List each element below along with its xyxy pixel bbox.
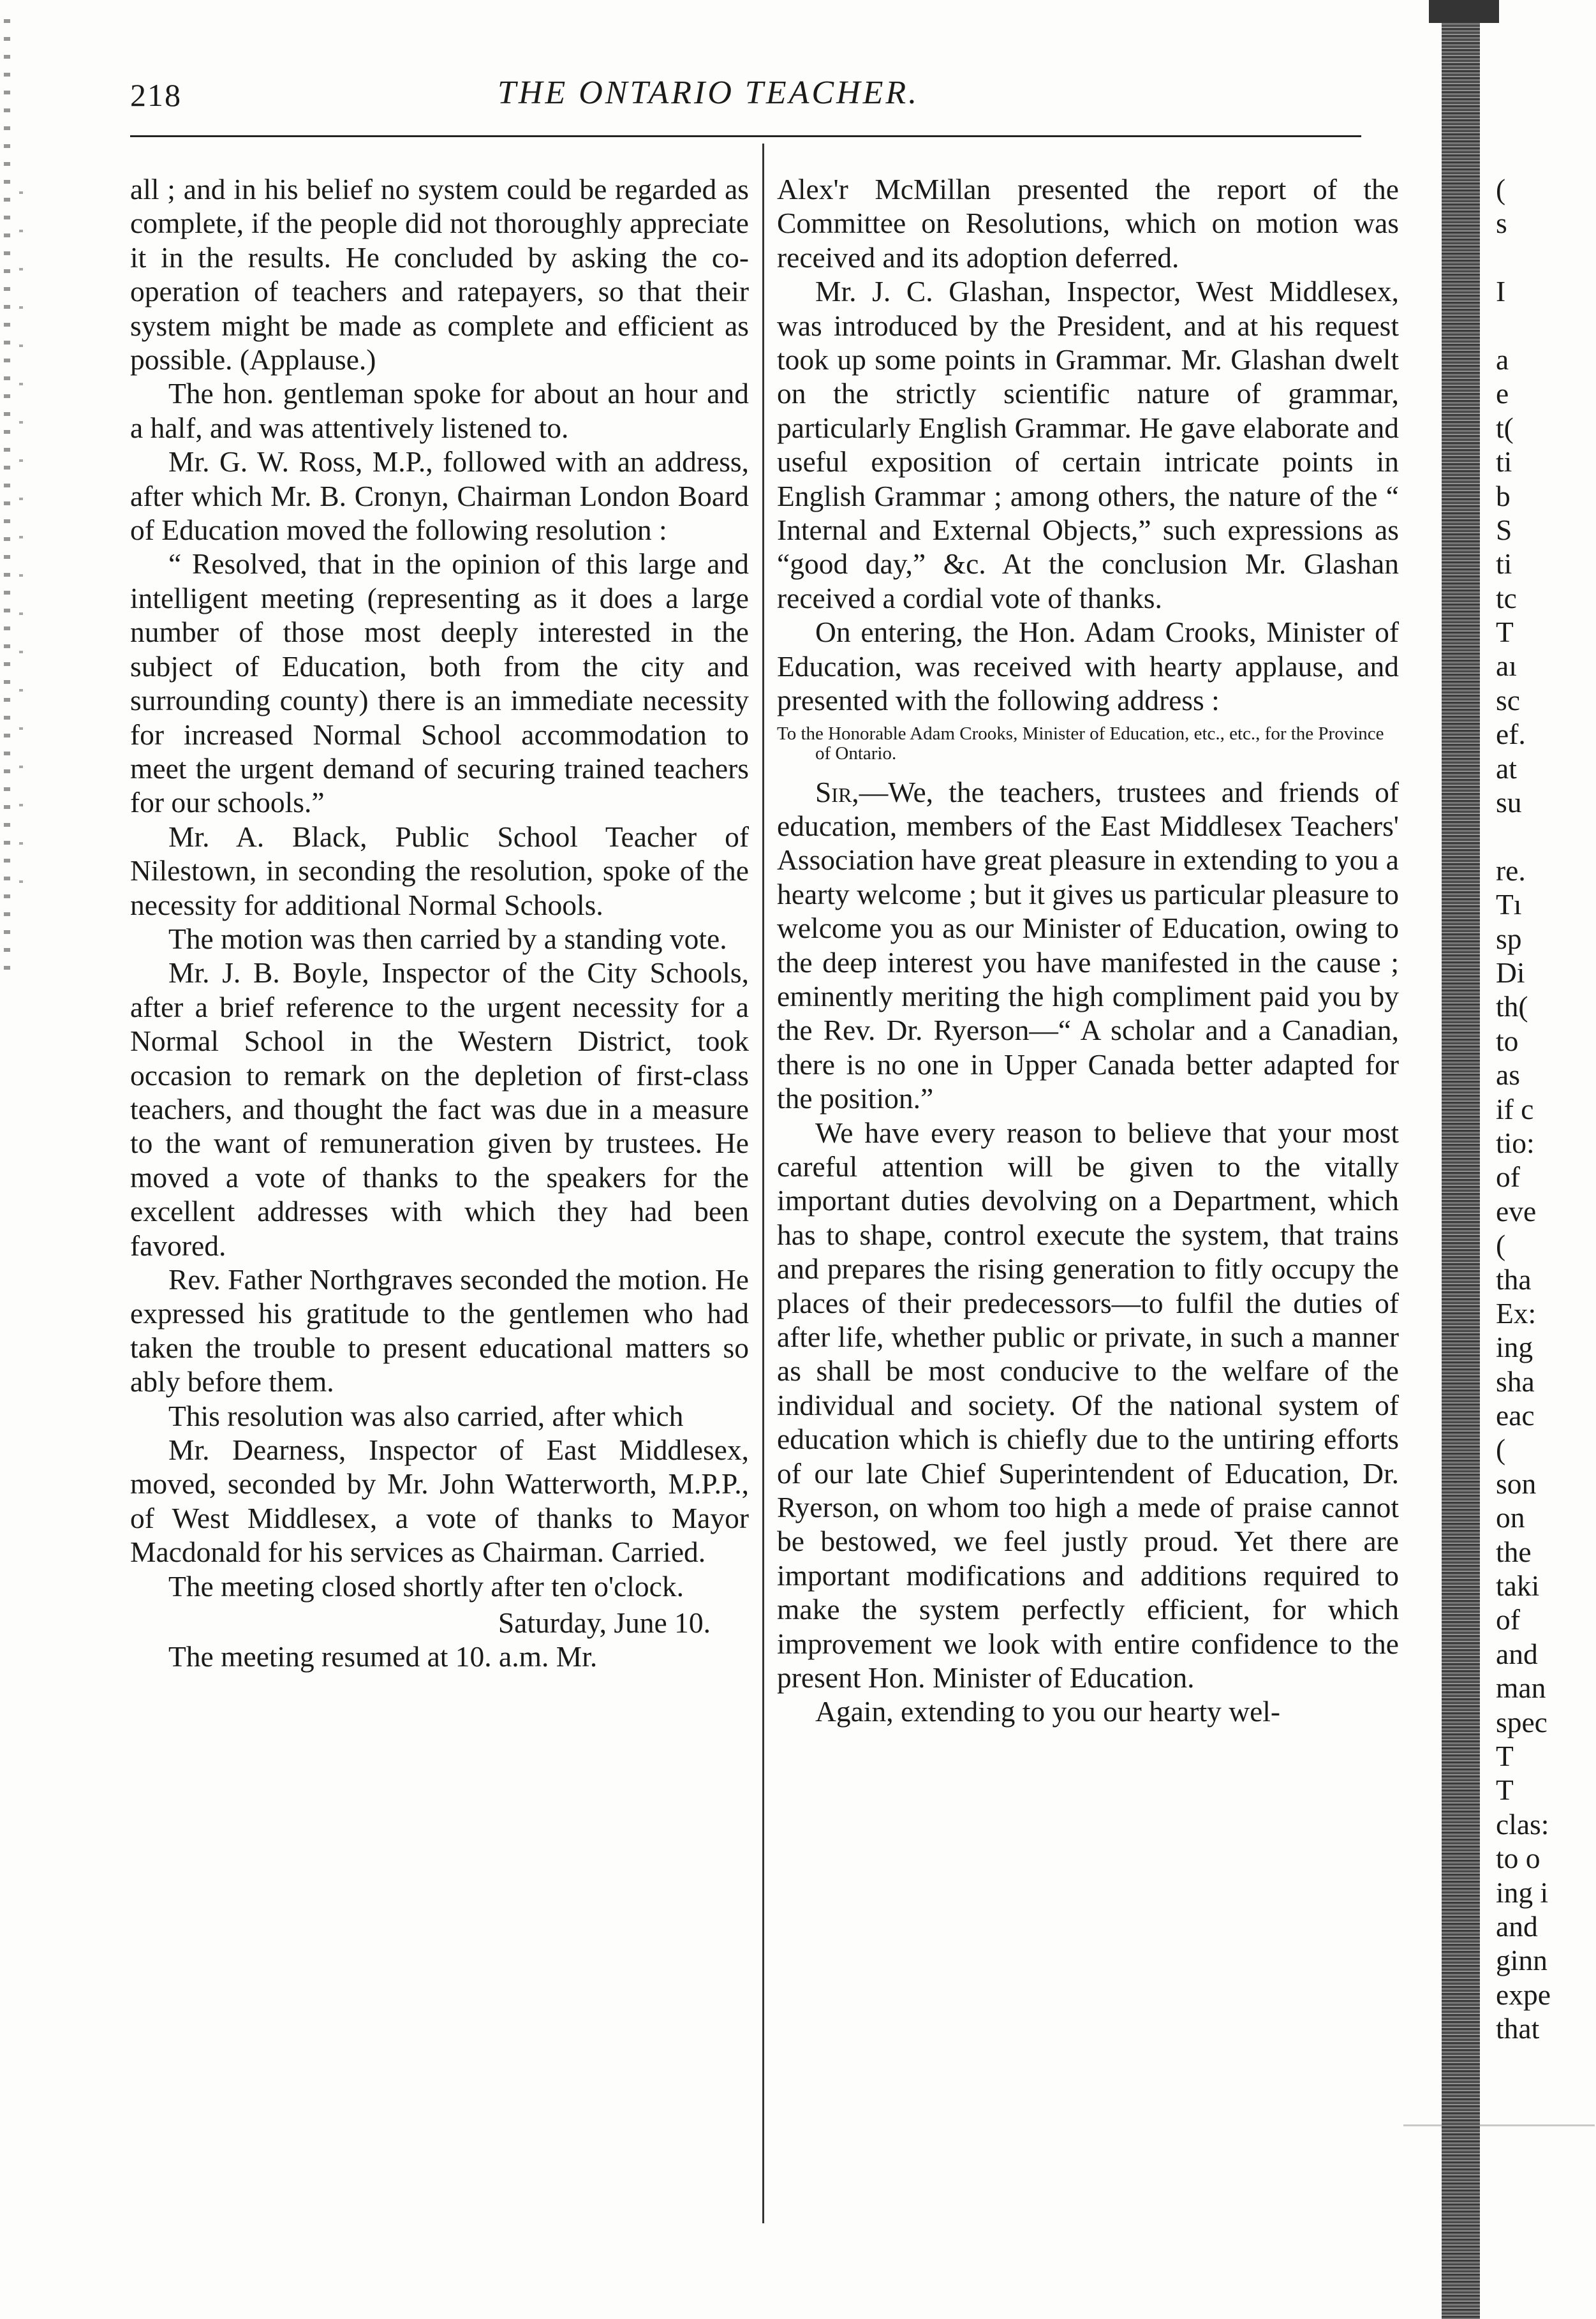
adjoining-fragment: and [1496, 1909, 1538, 1943]
paragraph: The motion was then carried by a standing vote. [168, 922, 727, 955]
address-paragraph: We have every reason to believe that your most careful attention will be given to the vitally important duties devolving on a Department, which has to shape, control execute the system, that trains and prepares the rising generation to fitly occupy the places of their predecessors—to fulfil the duties of after life, whether public or private, in such a manner as shall be most conducive to the welfare of the individual and society. Of the national system of education which is chiefly due to the untiring efforts of our late Chief Superintendent of Education, Dr. Ryerson, on whom too high a mede of praise cannot be bestowed, we feel justly proud. Yet there are important modifications and additions required to make the system perfectly efficient, for which improvement we look with entire confidence to the present Hon. Minister of Education. [777, 1116, 1399, 1694]
adjoining-fragment: the [1496, 1535, 1532, 1568]
paragraph: all ; and in his belief no system could be regarded as complete, if the people did not thoroughly appreciate it in the results. He concluded by asking the co-operation of teachers and ratepayers, so that their system might be made as complete and efficient as possible. (Applause.) [130, 173, 749, 376]
paragraph: Mr. G. W. Ross, M.P., followed with an address, after which Mr. B. Cronyn, Chairman London Board of Education moved the following resolution : [130, 445, 749, 547]
adjoining-fragment: ginn [1496, 1944, 1548, 1977]
address-text: —We, the teachers, trustees and friends of education, members of the East Middlesex Teachers' Association have great pleasure in extending to you a hearty welcome ; but it gives us particular pleasure to welcome you as our Minister of Education, owing to the deep interest you have manifested in the cause ; eminently meriting the high compliment paid you by the Rev. Dr. Ryerson—“ A scholar and a Canadian, there is no one in Upper Canada better adapted for the position.” [777, 775, 1399, 1115]
adjoining-fragment: and [1496, 1637, 1538, 1670]
adjoining-fragment: if c [1496, 1092, 1534, 1125]
adjoining-fragment: ti [1496, 445, 1512, 478]
resolution-quote: “ Resolved, that in the opinion of this large and intelligent meeting (representing as it does a large number of those most deeply interested in the subject of Education, both from the city and surrounding county) there is an immediate necessity for increased Normal School accommodation to meet the urgent demand of securing trained teachers for our schools.” [130, 547, 749, 819]
adjoining-fragment [1496, 241, 1596, 274]
address-paragraph [777, 775, 1399, 1116]
adjoining-fragment [1496, 309, 1596, 343]
paragraph: The meeting closed shortly after ten o'clock. [168, 1569, 684, 1603]
left-column [130, 172, 749, 1674]
adjoining-fragment: taki [1496, 1569, 1540, 1603]
adjoining-fragment: sha [1496, 1365, 1535, 1398]
adjoining-fragment: to [1496, 1024, 1519, 1057]
adjoining-fragment: e [1496, 377, 1509, 410]
adjoining-fragment: re. [1496, 854, 1526, 887]
adjoining-fragment: that [1496, 2012, 1540, 2045]
paragraph: The meeting resumed at 10. a.m. Mr. [168, 1640, 598, 1673]
adjoining-fragment: sp [1496, 922, 1522, 955]
column-divider [762, 144, 764, 2223]
paragraph: Mr. Dearness, Inspector of East Middlesex, moved, seconded by Mr. John Watterworth, M.P.P., of West Middlesex, a vote of thanks to Mayor Macdonald for his services as Chairman. Carried. [130, 1434, 749, 1569]
adjoining-fragment: S [1496, 513, 1512, 546]
paragraph: Mr. J. C. Glashan, Inspector, West Middlesex, was introduced by the President, and at his request took up some points in Grammar. Mr. Glashan dwelt on the strictly scientific nature of grammar, particularly English Grammar. He gave elaborate and useful exposition of certain intricate points in English Grammar ; among others, the nature of the “ Internal and External Objects,” such expressions as “good day,” &c. At the conclusion Mr. Glashan received a cordial vote of thanks. [777, 275, 1399, 614]
adjoining-fragment: t( [1496, 411, 1514, 444]
adjoining-fragment: T [1496, 616, 1514, 649]
adjoining-fragment: I [1496, 275, 1506, 308]
address-paragraph: Again, extending to you our hearty wel- [815, 1695, 1281, 1728]
adjoining-fragment: Ex: [1496, 1296, 1537, 1330]
adjoining-fragment: expe [1496, 1978, 1551, 2011]
adjoining-fragment: son [1496, 1467, 1537, 1500]
adjoining-fragment: ( [1496, 1229, 1506, 1262]
adjoining-fragment: ing i [1496, 1876, 1549, 1909]
paragraph: The hon. gentleman spoke for about an hour and a half, and was attentively listened to. [130, 377, 749, 444]
paragraph: On entering, the Hon. Adam Crooks, Minister of Education, was received with hearty applause, and presented with the following address : [777, 616, 1399, 717]
adjoining-fragment: aı [1496, 649, 1517, 683]
adjoining-fragment [1496, 819, 1596, 853]
page-number: 218 [130, 77, 182, 113]
adjoining-fragment: ti [1496, 547, 1512, 581]
paragraph: Mr. J. B. Boyle, Inspector of the City Schools, after a brief reference to the urgent necessity for a Normal School in the Western District, took occasion to remark on the depletion of first-class teachers, and thought the fact was due in a measure to the want of remuneration given by trustees. He moved a vote of thanks to the speakers for the excellent addresses with which they had been favored. [130, 956, 749, 1262]
right-column [777, 172, 1399, 1729]
adjoining-fragment: su [1496, 786, 1522, 819]
adjoining-fragment: tha [1496, 1263, 1532, 1296]
adjoining-fragment: on [1496, 1501, 1525, 1534]
salutation: Sir, [815, 775, 859, 808]
paragraph: Rev. Father Northgraves seconded the motion. He expressed his gratitude to the gentlemen who had taken the trouble to present educational matters so ably before them. [130, 1263, 749, 1398]
binding-edge [4, 19, 10, 976]
adjoining-fragment: tio: [1496, 1126, 1535, 1159]
adjoining-fragment: T [1496, 1774, 1514, 1807]
adjoining-fragment: b [1496, 479, 1511, 512]
adjoining-fragment: th( [1496, 990, 1528, 1023]
adjoining-fragment: ing [1496, 1331, 1533, 1364]
address-heading: To the Honorable Adam Crooks, Minister of Education, etc., etc., for the Province of Ontario. [777, 723, 1384, 764]
binding-marks [19, 191, 23, 893]
adjoining-fragment: spec [1496, 1705, 1548, 1738]
adjoining-fragment: Tı [1496, 888, 1522, 921]
paragraph: This resolution was also carried, after which [168, 1399, 684, 1432]
adjoining-fragment: man [1496, 1671, 1546, 1705]
paragraph: Mr. A. Black, Public School Teacher of Nilestown, in seconding the resolution, spoke of the necessity for additional Normal Schools. [130, 820, 749, 921]
adjoining-fragment: at [1496, 752, 1517, 785]
adjoining-fragment: of [1496, 1160, 1520, 1194]
adjoining-page-text [1496, 172, 1596, 2045]
adjoining-fragment: clas: [1496, 1807, 1549, 1841]
adjoining-fragment: T [1496, 1739, 1514, 1772]
adjoining-page-edge [1442, 0, 1480, 2319]
paragraph: Alex'r McMillan presented the report of the Committee on Resolutions, which on motion was received and its adoption deferred. [777, 173, 1399, 274]
adjoining-fragment: eve [1496, 1194, 1537, 1227]
adjoining-fragment: eac [1496, 1399, 1535, 1432]
adjoining-fragment: a [1496, 343, 1509, 376]
adjoining-fragment: as [1496, 1058, 1520, 1092]
adjoining-fragment: of [1496, 1603, 1520, 1636]
adjoining-fragment: ( [1496, 1433, 1506, 1466]
adjoining-fragment: sc [1496, 683, 1520, 716]
adjoining-fragment: to o [1496, 1842, 1541, 1875]
adjoining-fragment: tc [1496, 581, 1517, 614]
scan-artifact [1403, 2124, 1595, 2126]
dateline: Saturday, June 10. [498, 1606, 711, 1640]
adjoining-fragment: ef. [1496, 718, 1526, 751]
adjoining-fragment: Di [1496, 956, 1525, 989]
adjoining-fragment: s [1496, 207, 1507, 240]
adjoining-fragment: ( [1496, 173, 1506, 205]
header-rule [130, 135, 1361, 137]
running-title: THE ONTARIO TEACHER. [498, 75, 920, 111]
